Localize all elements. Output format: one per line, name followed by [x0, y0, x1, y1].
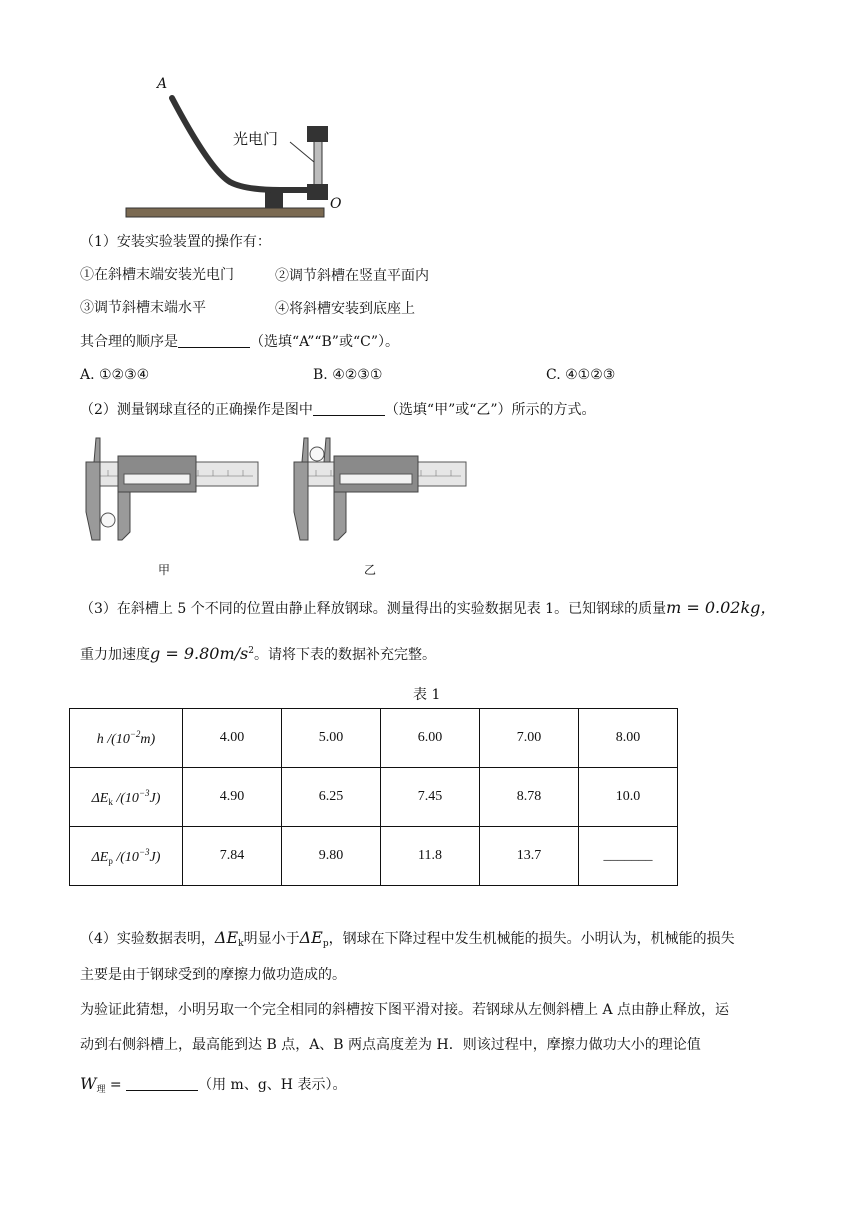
q4-answer-blank[interactable] [126, 1076, 198, 1091]
label-photogate: 光电门 [233, 130, 279, 148]
q3-gravity-exp: 2 [248, 646, 254, 656]
table-cell: 5.00 [282, 709, 381, 768]
q3-line1-text: （3）在斜槽上 5 个不同的位置由静止释放钢球。测量得出的实验数据见表 1。已知钢球的质量 [80, 601, 667, 617]
photogate-stand [314, 138, 322, 190]
table-cell: 4.90 [183, 768, 282, 827]
table-cell: 7.45 [381, 768, 480, 827]
q4-line5 [80, 1074, 346, 1100]
table-cell: 4.00 [183, 709, 282, 768]
q3-line2-after: 。请将下表的数据补充完整。 [253, 647, 436, 663]
q3-line2-before: 重力加速度 [80, 647, 150, 663]
table-cell: 7.84 [183, 827, 282, 886]
table-cell: 11.8 [381, 827, 480, 886]
table-cell: 13.7 [480, 827, 579, 886]
caption-jia: 甲 [158, 563, 171, 577]
q4-line1-b: 明显小于 [243, 931, 300, 947]
q1-question [80, 332, 399, 352]
caliper-fixed-jaw [294, 462, 308, 540]
photogate-top [307, 126, 328, 142]
q1-step2: ②调节斜槽在竖直平面内 [275, 268, 429, 284]
q4-ep: ΔE [299, 928, 323, 947]
q1-option-a[interactable]: A. ①②③④ [80, 367, 150, 383]
caliper-yi-diagram [286, 432, 471, 544]
q4-line3: 为验证此猜想，小明另取一个完全相同的斜槽按下图平滑对接。若钢球从左侧斜槽上 A 点由静止释放，运 [80, 1002, 730, 1018]
table-cell: 6.25 [282, 768, 381, 827]
q4-w: W [80, 1074, 97, 1093]
base-plate [126, 208, 324, 217]
q2-after: （选填“甲”或“乙”）所示的方式。 [384, 402, 596, 418]
q1-step3: ③调节斜槽末端水平 [80, 300, 206, 316]
label-a: A [157, 76, 168, 92]
table-cell: 8.78 [480, 768, 579, 827]
table-row [70, 768, 678, 827]
caliper-moving-jaw [118, 492, 130, 540]
table-row [70, 827, 678, 886]
photogate-pointer [290, 142, 314, 162]
q1-step4: ④将斜槽安装到底座上 [275, 301, 415, 317]
table-title: 表 1 [413, 687, 441, 703]
photogate-bottom [307, 184, 328, 200]
q2-before: （2）测量钢球直径的正确操作是图中 [80, 402, 313, 418]
q1-intro: （1）安装实验装置的操作有： [80, 234, 271, 250]
row-h-label: h $/(10^{-2}m)$ [70, 709, 183, 768]
q4-w-eq: = [105, 1077, 127, 1093]
caliper-fixed-jaw [86, 462, 100, 540]
label-o: O [330, 196, 342, 212]
table-cell: 7.00 [480, 709, 579, 768]
table-cell: 9.80 [282, 827, 381, 886]
q1-question-before: 其合理的顺序是 [80, 334, 178, 350]
steel-ball [310, 447, 324, 461]
data-table [69, 708, 678, 886]
q4-ek-sub: k [238, 939, 244, 949]
q3-mass: m = 0.02kg， [666, 598, 777, 617]
q4-line1 [80, 928, 735, 954]
caption-yi: 乙 [364, 563, 377, 577]
table-cell: 10.0 [579, 768, 678, 827]
q1-answer-blank[interactable] [178, 333, 250, 348]
q4-line4: 动到右侧斜槽上，最高能到达 B 点，A、B 两点高度差为 H．则该过程中，摩擦力做功大小的理论值 [80, 1037, 701, 1053]
table-answer-blank[interactable]: _______ [579, 827, 678, 886]
table-cell: 6.00 [381, 709, 480, 768]
table-cell: 8.00 [579, 709, 678, 768]
caliper-jia-diagram [78, 432, 263, 544]
row-ek-label: $\Delta E_k$ $/(10^{-3}J)$ [70, 768, 183, 827]
q1-step1: ①在斜槽末端安装光电门 [80, 267, 234, 283]
table-row [70, 709, 678, 768]
q4-ep-sub: p [322, 939, 329, 949]
q4-line2: 主要是由于钢球受到的摩擦力做功造成的。 [80, 967, 346, 983]
q1-option-c[interactable]: C. ④①②③ [546, 367, 616, 383]
row-ep-label: $\Delta E_p$ $/(10^{-3}J)$ [70, 827, 183, 886]
q1-option-b[interactable]: B. ④②③① [313, 367, 383, 383]
q2-question [80, 400, 596, 420]
q4-ek: ΔE [214, 928, 239, 947]
caliper-moving-jaw [334, 492, 346, 540]
steel-ball [101, 513, 115, 527]
q3-line1 [80, 598, 776, 619]
q2-answer-blank[interactable] [313, 401, 385, 416]
q4-w-sub: 理 [96, 1085, 106, 1095]
q3-gravity: g = 9.80m/s [150, 644, 249, 663]
q4-line5-after: （用 m、g、H 表示）。 [198, 1077, 347, 1093]
q4-line1-a: （4）实验数据表明， [80, 931, 215, 947]
q4-line1-c: ，钢球在下降过程中发生机械能的损失。小明认为，机械能的损失 [328, 931, 735, 947]
q1-question-after: （选填“A”“B”或“C”）。 [250, 334, 399, 350]
q3-line2 [80, 641, 436, 665]
